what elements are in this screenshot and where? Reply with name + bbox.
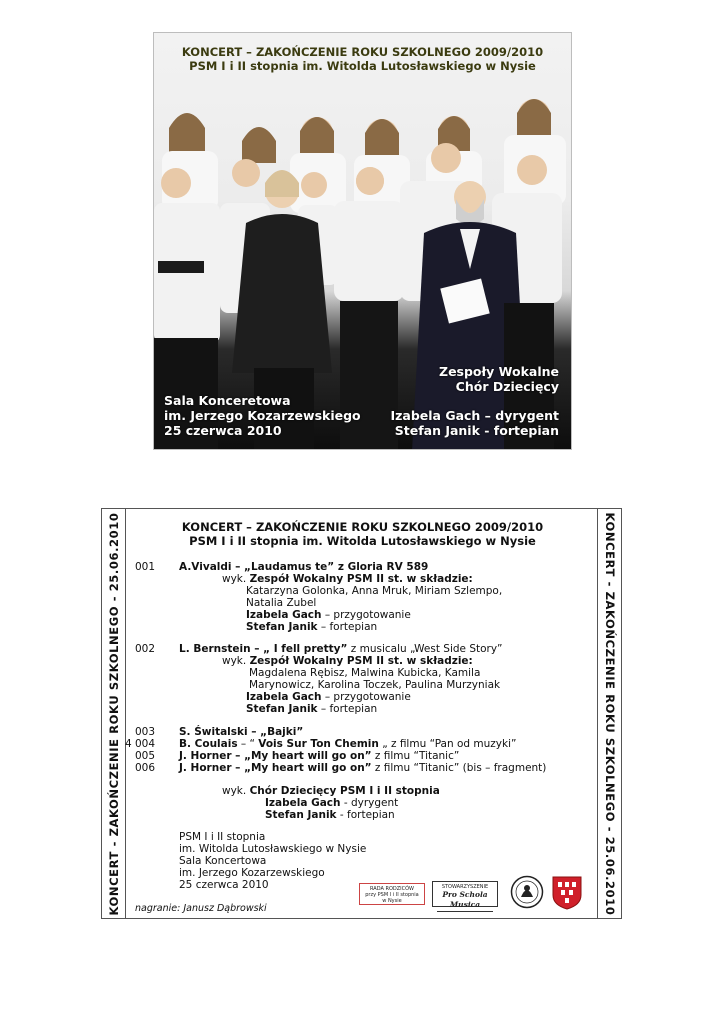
choir-conductor-name: Izabela Gach — [265, 797, 341, 809]
track-004-rest: „ z filmu “Pan od muzyki” — [378, 738, 517, 750]
choir-conductor-role: - dyrygent — [340, 797, 399, 809]
choir-piano-role: - fortepian — [336, 809, 395, 821]
track-004-title2: Vois Sur Ton Chemin — [258, 738, 379, 750]
school-emblem-icon — [510, 875, 544, 909]
psa-name: Pro Schola Musica — [442, 890, 488, 909]
piano-role: – fortepian — [317, 621, 378, 633]
cover-groups-line1: Zespoły Wokalne — [439, 364, 559, 379]
track-004-title-line — [179, 738, 516, 750]
psa-top: STOWARZYSZENIE — [441, 884, 489, 890]
performer-line — [222, 655, 473, 667]
coat-of-arms-icon — [552, 876, 582, 910]
track-006-title: J. Horner – „My heart will go on” — [179, 762, 372, 774]
footer-line2: im. Witolda Lutosławskiego w Nysie — [179, 843, 367, 855]
cover-conductor: Izabela Gach – dyrygent — [390, 408, 559, 423]
track-number: 001 — [135, 561, 156, 573]
track-003-title: S. Świtalski – „Bajki” — [179, 726, 304, 738]
cover-venue-line2: im. Jerzego Kozarzewskiego — [164, 408, 361, 423]
piano-role: – fortepian — [317, 703, 378, 715]
footer-line5: 25 czerwca 2010 — [179, 879, 269, 891]
footer-line1: PSM I i II stopnia — [179, 831, 266, 843]
track-004-prefix: 4 — [125, 738, 132, 750]
members-line2: Natalia Zubel — [246, 597, 317, 609]
prep-name: Izabela Gach — [246, 691, 322, 703]
choir-name: Chór Dziecięcy PSM I i II stopnia — [249, 785, 440, 797]
preparation-line — [246, 609, 411, 621]
track-005-title: J. Horner – „My heart will go on” — [179, 750, 372, 762]
cover-venue-line1: Sala Konceretowa — [164, 393, 291, 408]
left-spine — [102, 509, 126, 918]
ensemble-name: Zespół Wokalny PSM II st. w składzie: — [249, 573, 473, 585]
piano-line — [246, 703, 377, 715]
piano-line — [246, 621, 377, 633]
prep-role: – przygotowanie — [321, 691, 411, 703]
members-line1: Katarzyna Golonka, Anna Mruk, Miriam Szlempo, — [246, 585, 503, 597]
pro-schola-musica-logo — [432, 881, 498, 907]
piano-name: Stefan Janik — [246, 703, 318, 715]
members-line1: Magdalena Rębisz, Malwina Kubicka, Kamila — [249, 667, 481, 679]
footer-line3: Sala Koncertowa — [179, 855, 267, 867]
cover-title-line2: PSM I i II stopnia im. Witolda Lutosławskiego w Nysie — [189, 59, 536, 73]
prep-role: – przygotowanie — [321, 609, 411, 621]
track-004-title: B. Coulais — [179, 738, 238, 750]
cd-tray-card — [101, 508, 622, 919]
track-003-number: 003 — [135, 726, 156, 738]
rada-line1: RADA RODZICÓW — [370, 886, 414, 892]
cover-groups-line2: Chór Dziecięcy — [455, 379, 559, 394]
track-005-title-line — [179, 750, 459, 762]
choir-conductor-line — [265, 797, 398, 809]
track-title-rest: z musicalu „West Side Story” — [347, 643, 503, 655]
track-005-rest: z filmu “Titanic” — [371, 750, 460, 762]
wyk-prefix: wyk. — [222, 573, 250, 585]
track-title-line — [179, 643, 503, 655]
wyk-prefix: wyk. — [222, 785, 250, 797]
cd-cover — [153, 32, 572, 450]
recording-credit: nagranie: Janusz Dąbrowski — [135, 903, 267, 914]
right-spine — [597, 509, 621, 918]
track-006-number: 006 — [135, 762, 156, 774]
track-number: 002 — [135, 643, 156, 655]
performer-line — [222, 573, 473, 585]
right-spine-text: KONCERT - ZAKOŃCZENIE ROKU SZKOLNEGO - 25.06.2010 — [603, 512, 617, 916]
track-006-title-line — [179, 762, 546, 774]
wyk-prefix: wyk. — [222, 655, 250, 667]
track-006-rest: z filmu “Titanic” (bis – fragment) — [371, 762, 547, 774]
track-title: L. Bernstein – „ I fell pretty” — [179, 643, 348, 655]
prep-name: Izabela Gach — [246, 609, 322, 621]
tray-title-line2: PSM I i II stopnia im. Witolda Lutosławskiego w Nysie — [189, 534, 536, 548]
tray-title-line1: KONCERT – ZAKOŃCZENIE ROKU SZKOLNEGO 2009/2010 — [181, 520, 544, 534]
track-title: A.Vivaldi – „Laudamus te” z Gloria RV 589 — [179, 561, 429, 573]
rada-rodzicow-logo — [359, 883, 425, 905]
preparation-line — [246, 691, 411, 703]
cover-pianist: Stefan Janik - fortepian — [394, 423, 559, 438]
ensemble-name: Zespół Wokalny PSM II st. w składzie: — [249, 655, 473, 667]
cover-venue-date: 25 czerwca 2010 — [164, 423, 282, 438]
choir-piano-line — [265, 809, 395, 821]
track-005-number: 005 — [135, 750, 156, 762]
track-004-number: 004 — [135, 738, 156, 750]
left-spine-text: KONCERT - ZAKOŃCZENIE ROKU SZKOLNEGO - 25.06.2010 — [107, 512, 121, 916]
cover-title-line1: KONCERT – ZAKOŃCZENIE ROKU SZKOLNEGO 2009/2010 — [181, 45, 544, 59]
choir-piano-name: Stefan Janik — [265, 809, 337, 821]
footer-line4: im. Jerzego Kozarzewskiego — [179, 867, 325, 879]
piano-name: Stefan Janik — [246, 621, 318, 633]
track-004-mid: – “ — [237, 738, 259, 750]
rada-line2: przy PSM I i II stopnia — [365, 892, 419, 898]
rada-line3: w Nysie — [382, 898, 402, 904]
members-line2: Marynowicz, Karolina Toczek, Paulina Murzyniak — [249, 679, 501, 691]
choir-performer-line — [222, 785, 440, 797]
